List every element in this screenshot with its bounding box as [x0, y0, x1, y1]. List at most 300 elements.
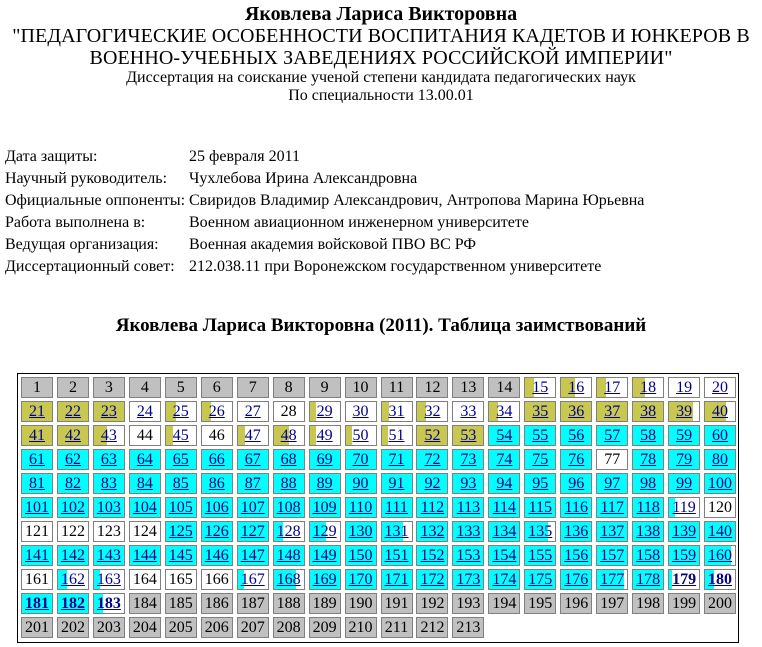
- page-cell[interactable]: [524, 521, 556, 542]
- page-link[interactable]: 136: [564, 523, 589, 540]
- page-link[interactable]: 138: [636, 523, 661, 540]
- page-cell[interactable]: [488, 545, 520, 566]
- page-cell[interactable]: [165, 449, 197, 470]
- page-link[interactable]: 176: [564, 571, 589, 588]
- page-cell[interactable]: [165, 425, 197, 446]
- page-link[interactable]: 41: [29, 427, 45, 444]
- page-link[interactable]: 182: [60, 595, 85, 612]
- page-cell[interactable]: [345, 545, 377, 566]
- page-cell[interactable]: [21, 497, 53, 518]
- page-link[interactable]: 34: [496, 403, 513, 420]
- page-link[interactable]: 155: [528, 547, 553, 564]
- page-link[interactable]: 78: [640, 451, 657, 468]
- page-cell[interactable]: [524, 425, 556, 446]
- page-cell[interactable]: [524, 449, 556, 470]
- page-link[interactable]: 62: [64, 451, 81, 468]
- page-cell[interactable]: [668, 473, 700, 494]
- page-link[interactable]: 57: [604, 427, 621, 444]
- page-cell[interactable]: [416, 449, 448, 470]
- page-link[interactable]: 29: [316, 403, 333, 420]
- page-link[interactable]: 67: [244, 451, 261, 468]
- page-link[interactable]: 178: [636, 571, 661, 588]
- page-cell[interactable]: [452, 545, 484, 566]
- page-cell[interactable]: [345, 521, 377, 542]
- page-link[interactable]: 48: [280, 427, 297, 444]
- page-cell[interactable]: [201, 545, 233, 566]
- page-cell[interactable]: [704, 425, 736, 446]
- page-cell[interactable]: [488, 401, 520, 422]
- page-link[interactable]: 151: [384, 547, 409, 564]
- page-link[interactable]: 69: [316, 451, 333, 468]
- page-cell[interactable]: [93, 425, 125, 446]
- page-link[interactable]: 31: [388, 403, 405, 420]
- page-cell[interactable]: [381, 545, 413, 566]
- page-link[interactable]: 58: [640, 427, 657, 444]
- page-cell[interactable]: [452, 521, 484, 542]
- page-cell[interactable]: [668, 521, 700, 542]
- page-link[interactable]: 113: [456, 499, 481, 516]
- page-link[interactable]: 126: [204, 523, 229, 540]
- page-cell[interactable]: [488, 449, 520, 470]
- page-cell[interactable]: [345, 401, 377, 422]
- page-cell[interactable]: [21, 593, 53, 614]
- page-link[interactable]: 72: [424, 451, 441, 468]
- page-cell[interactable]: [309, 569, 341, 590]
- page-link[interactable]: 16: [568, 379, 585, 396]
- page-link[interactable]: 167: [240, 571, 265, 588]
- page-link[interactable]: 99: [676, 475, 693, 492]
- page-link[interactable]: 26: [208, 403, 225, 420]
- page-cell[interactable]: [345, 569, 377, 590]
- page-link[interactable]: 75: [532, 451, 549, 468]
- page-cell[interactable]: [201, 401, 233, 422]
- page-link[interactable]: 179: [672, 571, 697, 588]
- page-link[interactable]: 106: [204, 499, 229, 516]
- page-link[interactable]: 59: [676, 427, 693, 444]
- page-cell[interactable]: [632, 377, 664, 398]
- page-link[interactable]: 85: [172, 475, 189, 492]
- page-cell[interactable]: [416, 401, 448, 422]
- page-link[interactable]: 107: [240, 499, 265, 516]
- page-link[interactable]: 87: [244, 475, 261, 492]
- page-cell[interactable]: [345, 425, 377, 446]
- page-cell[interactable]: [704, 569, 736, 590]
- page-cell[interactable]: [524, 401, 556, 422]
- page-cell[interactable]: [165, 521, 197, 542]
- page-link[interactable]: 84: [136, 475, 153, 492]
- page-cell[interactable]: [273, 473, 305, 494]
- page-link[interactable]: 25: [172, 403, 189, 420]
- page-link[interactable]: 40: [712, 403, 729, 420]
- page-cell[interactable]: [596, 377, 628, 398]
- page-link[interactable]: 149: [312, 547, 337, 564]
- page-link[interactable]: 52: [424, 427, 441, 444]
- page-cell[interactable]: [201, 497, 233, 518]
- page-cell[interactable]: [309, 521, 341, 542]
- page-link[interactable]: 181: [25, 595, 49, 612]
- page-cell[interactable]: [21, 401, 53, 422]
- page-link[interactable]: 183: [96, 595, 121, 612]
- page-cell[interactable]: [309, 449, 341, 470]
- page-link[interactable]: 63: [100, 451, 117, 468]
- page-link[interactable]: 162: [60, 571, 85, 588]
- page-link[interactable]: 22: [64, 403, 81, 420]
- page-cell[interactable]: [165, 401, 197, 422]
- page-link[interactable]: 86: [208, 475, 225, 492]
- page-link[interactable]: 157: [600, 547, 625, 564]
- page-cell[interactable]: [345, 473, 377, 494]
- page-cell[interactable]: [165, 545, 197, 566]
- page-cell[interactable]: [21, 473, 53, 494]
- page-cell[interactable]: [381, 497, 413, 518]
- page-link[interactable]: 125: [168, 523, 193, 540]
- page-cell[interactable]: [57, 497, 89, 518]
- page-cell[interactable]: [273, 545, 305, 566]
- page-cell[interactable]: [381, 473, 413, 494]
- page-cell[interactable]: [309, 545, 341, 566]
- page-link[interactable]: 110: [348, 499, 373, 516]
- page-cell[interactable]: [416, 473, 448, 494]
- page-cell[interactable]: [488, 497, 520, 518]
- page-cell[interactable]: [345, 449, 377, 470]
- page-link[interactable]: 130: [348, 523, 373, 540]
- page-cell[interactable]: [560, 473, 592, 494]
- page-cell[interactable]: [560, 377, 592, 398]
- page-cell[interactable]: [416, 569, 448, 590]
- page-link[interactable]: 65: [172, 451, 189, 468]
- page-link[interactable]: 153: [456, 547, 481, 564]
- page-link[interactable]: 145: [168, 547, 193, 564]
- page-cell[interactable]: [273, 569, 305, 590]
- page-link[interactable]: 146: [204, 547, 229, 564]
- page-cell[interactable]: [416, 545, 448, 566]
- page-link[interactable]: 79: [676, 451, 693, 468]
- page-cell[interactable]: [668, 425, 700, 446]
- page-cell[interactable]: [524, 497, 556, 518]
- page-link[interactable]: 158: [636, 547, 661, 564]
- page-link[interactable]: 94: [496, 475, 513, 492]
- page-link[interactable]: 140: [708, 523, 733, 540]
- page-link[interactable]: 39: [676, 403, 693, 420]
- page-link[interactable]: 109: [312, 499, 337, 516]
- page-link[interactable]: 60: [712, 427, 729, 444]
- page-cell[interactable]: [273, 521, 305, 542]
- page-link[interactable]: 117: [600, 499, 624, 516]
- page-cell[interactable]: [237, 449, 269, 470]
- page-link[interactable]: 81: [29, 475, 45, 492]
- page-link[interactable]: 51: [388, 427, 405, 444]
- page-cell[interactable]: [668, 497, 700, 518]
- page-cell[interactable]: [93, 497, 125, 518]
- page-cell[interactable]: [237, 401, 269, 422]
- page-cell[interactable]: [165, 473, 197, 494]
- page-link[interactable]: 23: [100, 403, 117, 420]
- page-link[interactable]: 96: [568, 475, 585, 492]
- page-cell[interactable]: [488, 569, 520, 590]
- page-cell[interactable]: [560, 545, 592, 566]
- page-cell[interactable]: [632, 497, 664, 518]
- page-cell[interactable]: [596, 521, 628, 542]
- page-link[interactable]: 172: [420, 571, 445, 588]
- page-link[interactable]: 148: [276, 547, 301, 564]
- page-cell[interactable]: [488, 425, 520, 446]
- page-link[interactable]: 131: [384, 523, 409, 540]
- page-link[interactable]: 30: [352, 403, 369, 420]
- page-link[interactable]: 119: [672, 499, 696, 516]
- page-link[interactable]: 139: [672, 523, 697, 540]
- page-cell[interactable]: [668, 377, 700, 398]
- page-link[interactable]: 108: [276, 499, 301, 516]
- page-link[interactable]: 98: [640, 475, 657, 492]
- page-link[interactable]: 21: [29, 403, 45, 420]
- page-cell[interactable]: [416, 425, 448, 446]
- page-link[interactable]: 90: [352, 475, 369, 492]
- page-link[interactable]: 137: [600, 523, 625, 540]
- page-link[interactable]: 50: [352, 427, 369, 444]
- page-cell[interactable]: [560, 425, 592, 446]
- page-cell[interactable]: [596, 545, 628, 566]
- page-cell[interactable]: [596, 497, 628, 518]
- page-link[interactable]: 134: [492, 523, 517, 540]
- page-link[interactable]: 128: [276, 523, 301, 540]
- page-cell[interactable]: [596, 401, 628, 422]
- page-link[interactable]: 173: [456, 571, 481, 588]
- page-link[interactable]: 56: [568, 427, 585, 444]
- page-cell[interactable]: [273, 497, 305, 518]
- page-cell[interactable]: [416, 521, 448, 542]
- page-cell[interactable]: [668, 569, 700, 590]
- page-cell[interactable]: [381, 449, 413, 470]
- page-link[interactable]: 175: [528, 571, 553, 588]
- page-link[interactable]: 143: [96, 547, 121, 564]
- page-cell[interactable]: [560, 497, 592, 518]
- page-link[interactable]: 73: [460, 451, 477, 468]
- page-cell[interactable]: [524, 545, 556, 566]
- page-link[interactable]: 19: [676, 379, 693, 396]
- page-cell[interactable]: [668, 545, 700, 566]
- page-link[interactable]: 43: [100, 427, 117, 444]
- page-link[interactable]: 150: [348, 547, 373, 564]
- page-link[interactable]: 100: [708, 475, 733, 492]
- page-cell[interactable]: [21, 425, 53, 446]
- page-link[interactable]: 154: [492, 547, 517, 564]
- page-cell[interactable]: [560, 401, 592, 422]
- page-link[interactable]: 163: [96, 571, 121, 588]
- page-link[interactable]: 114: [492, 499, 517, 516]
- page-link[interactable]: 36: [568, 403, 585, 420]
- page-cell[interactable]: [309, 473, 341, 494]
- page-link[interactable]: 105: [168, 499, 193, 516]
- page-link[interactable]: 180: [708, 571, 733, 588]
- page-link[interactable]: 64: [136, 451, 153, 468]
- page-cell[interactable]: [632, 521, 664, 542]
- page-cell[interactable]: [93, 401, 125, 422]
- page-cell[interactable]: [560, 521, 592, 542]
- page-cell[interactable]: [237, 425, 269, 446]
- page-cell[interactable]: [668, 401, 700, 422]
- page-link[interactable]: 103: [96, 499, 121, 516]
- page-cell[interactable]: [309, 401, 341, 422]
- page-cell[interactable]: [309, 497, 341, 518]
- page-link[interactable]: 18: [640, 379, 657, 396]
- page-cell[interactable]: [273, 425, 305, 446]
- page-cell[interactable]: [273, 449, 305, 470]
- page-cell[interactable]: [632, 569, 664, 590]
- page-link[interactable]: 49: [316, 427, 333, 444]
- page-cell[interactable]: [381, 401, 413, 422]
- page-link[interactable]: 160: [708, 547, 733, 564]
- page-link[interactable]: 82: [64, 475, 81, 492]
- page-cell[interactable]: [596, 569, 628, 590]
- page-cell[interactable]: [165, 497, 197, 518]
- page-cell[interactable]: [57, 593, 89, 614]
- page-cell[interactable]: [237, 473, 269, 494]
- page-link[interactable]: 115: [528, 499, 552, 516]
- page-cell[interactable]: [129, 473, 161, 494]
- page-cell[interactable]: [237, 545, 269, 566]
- page-cell[interactable]: [452, 569, 484, 590]
- page-cell[interactable]: [93, 449, 125, 470]
- page-link[interactable]: 37: [604, 403, 621, 420]
- page-link[interactable]: 102: [60, 499, 85, 516]
- page-link[interactable]: 45: [172, 427, 189, 444]
- page-cell[interactable]: [704, 377, 736, 398]
- page-cell[interactable]: [309, 425, 341, 446]
- page-cell[interactable]: [201, 521, 233, 542]
- page-link[interactable]: 135: [528, 523, 553, 540]
- page-cell[interactable]: [452, 425, 484, 446]
- page-cell[interactable]: [57, 401, 89, 422]
- page-link[interactable]: 15: [532, 379, 549, 396]
- page-link[interactable]: 33: [460, 403, 477, 420]
- page-link[interactable]: 71: [388, 451, 405, 468]
- page-link[interactable]: 80: [712, 451, 729, 468]
- page-cell[interactable]: [632, 449, 664, 470]
- page-link[interactable]: 177: [600, 571, 625, 588]
- page-link[interactable]: 144: [132, 547, 157, 564]
- page-cell[interactable]: [632, 401, 664, 422]
- page-cell[interactable]: [381, 425, 413, 446]
- page-link[interactable]: 127: [240, 523, 265, 540]
- page-link[interactable]: 170: [348, 571, 373, 588]
- page-link[interactable]: 92: [424, 475, 441, 492]
- page-link[interactable]: 133: [456, 523, 481, 540]
- page-cell[interactable]: [93, 545, 125, 566]
- page-link[interactable]: 27: [244, 403, 261, 420]
- page-link[interactable]: 66: [208, 451, 225, 468]
- page-link[interactable]: 76: [568, 451, 585, 468]
- page-link[interactable]: 101: [25, 499, 49, 516]
- page-cell[interactable]: [632, 425, 664, 446]
- page-cell[interactable]: [345, 497, 377, 518]
- page-link[interactable]: 89: [316, 475, 333, 492]
- page-cell[interactable]: [524, 473, 556, 494]
- page-link[interactable]: 141: [25, 547, 49, 564]
- page-cell[interactable]: [524, 377, 556, 398]
- page-cell[interactable]: [93, 473, 125, 494]
- page-cell[interactable]: [488, 473, 520, 494]
- page-cell[interactable]: [237, 521, 269, 542]
- page-cell[interactable]: [21, 449, 53, 470]
- page-link[interactable]: 70: [352, 451, 369, 468]
- page-cell[interactable]: [704, 449, 736, 470]
- page-cell[interactable]: [237, 569, 269, 590]
- page-cell[interactable]: [704, 521, 736, 542]
- page-link[interactable]: 91: [388, 475, 405, 492]
- page-link[interactable]: 47: [244, 427, 261, 444]
- page-cell[interactable]: [57, 449, 89, 470]
- page-link[interactable]: 42: [64, 427, 81, 444]
- page-link[interactable]: 111: [385, 499, 408, 516]
- page-link[interactable]: 88: [280, 475, 297, 492]
- page-link[interactable]: 74: [496, 451, 513, 468]
- page-cell[interactable]: [452, 473, 484, 494]
- page-link[interactable]: 118: [636, 499, 660, 516]
- page-cell[interactable]: [704, 473, 736, 494]
- page-link[interactable]: 95: [532, 475, 549, 492]
- page-cell[interactable]: [57, 425, 89, 446]
- page-link[interactable]: 38: [640, 403, 657, 420]
- page-link[interactable]: 104: [132, 499, 157, 516]
- page-cell[interactable]: [237, 497, 269, 518]
- page-link[interactable]: 35: [532, 403, 549, 420]
- page-link[interactable]: 156: [564, 547, 589, 564]
- page-cell[interactable]: [93, 569, 125, 590]
- page-link[interactable]: 97: [604, 475, 621, 492]
- page-link[interactable]: 142: [60, 547, 85, 564]
- page-cell[interactable]: [129, 497, 161, 518]
- page-cell[interactable]: [129, 401, 161, 422]
- page-cell[interactable]: [452, 449, 484, 470]
- page-link[interactable]: 112: [420, 499, 445, 516]
- page-cell[interactable]: [57, 545, 89, 566]
- page-link[interactable]: 61: [29, 451, 45, 468]
- page-cell[interactable]: [381, 569, 413, 590]
- page-cell[interactable]: [57, 473, 89, 494]
- page-cell[interactable]: [57, 569, 89, 590]
- page-link[interactable]: 55: [532, 427, 549, 444]
- page-link[interactable]: 132: [420, 523, 445, 540]
- page-link[interactable]: 68: [280, 451, 297, 468]
- page-cell[interactable]: [596, 425, 628, 446]
- page-link[interactable]: 116: [564, 499, 588, 516]
- page-cell[interactable]: [524, 569, 556, 590]
- page-cell[interactable]: [704, 401, 736, 422]
- page-cell[interactable]: [560, 569, 592, 590]
- page-link[interactable]: 20: [712, 379, 729, 396]
- page-link[interactable]: 169: [312, 571, 337, 588]
- page-link[interactable]: 168: [276, 571, 301, 588]
- page-cell[interactable]: [704, 545, 736, 566]
- page-cell[interactable]: [21, 545, 53, 566]
- page-cell[interactable]: [632, 545, 664, 566]
- page-cell[interactable]: [129, 449, 161, 470]
- page-link[interactable]: 54: [496, 427, 513, 444]
- page-link[interactable]: 24: [136, 403, 153, 420]
- page-cell[interactable]: [632, 473, 664, 494]
- page-link[interactable]: 147: [240, 547, 265, 564]
- page-cell[interactable]: [201, 449, 233, 470]
- page-link[interactable]: 159: [672, 547, 697, 564]
- page-cell[interactable]: [416, 497, 448, 518]
- page-link[interactable]: 129: [312, 523, 337, 540]
- page-link[interactable]: 93: [460, 475, 477, 492]
- page-link[interactable]: 152: [420, 547, 445, 564]
- page-link[interactable]: 17: [604, 379, 621, 396]
- page-cell[interactable]: [668, 449, 700, 470]
- page-cell[interactable]: [381, 521, 413, 542]
- page-cell[interactable]: [129, 545, 161, 566]
